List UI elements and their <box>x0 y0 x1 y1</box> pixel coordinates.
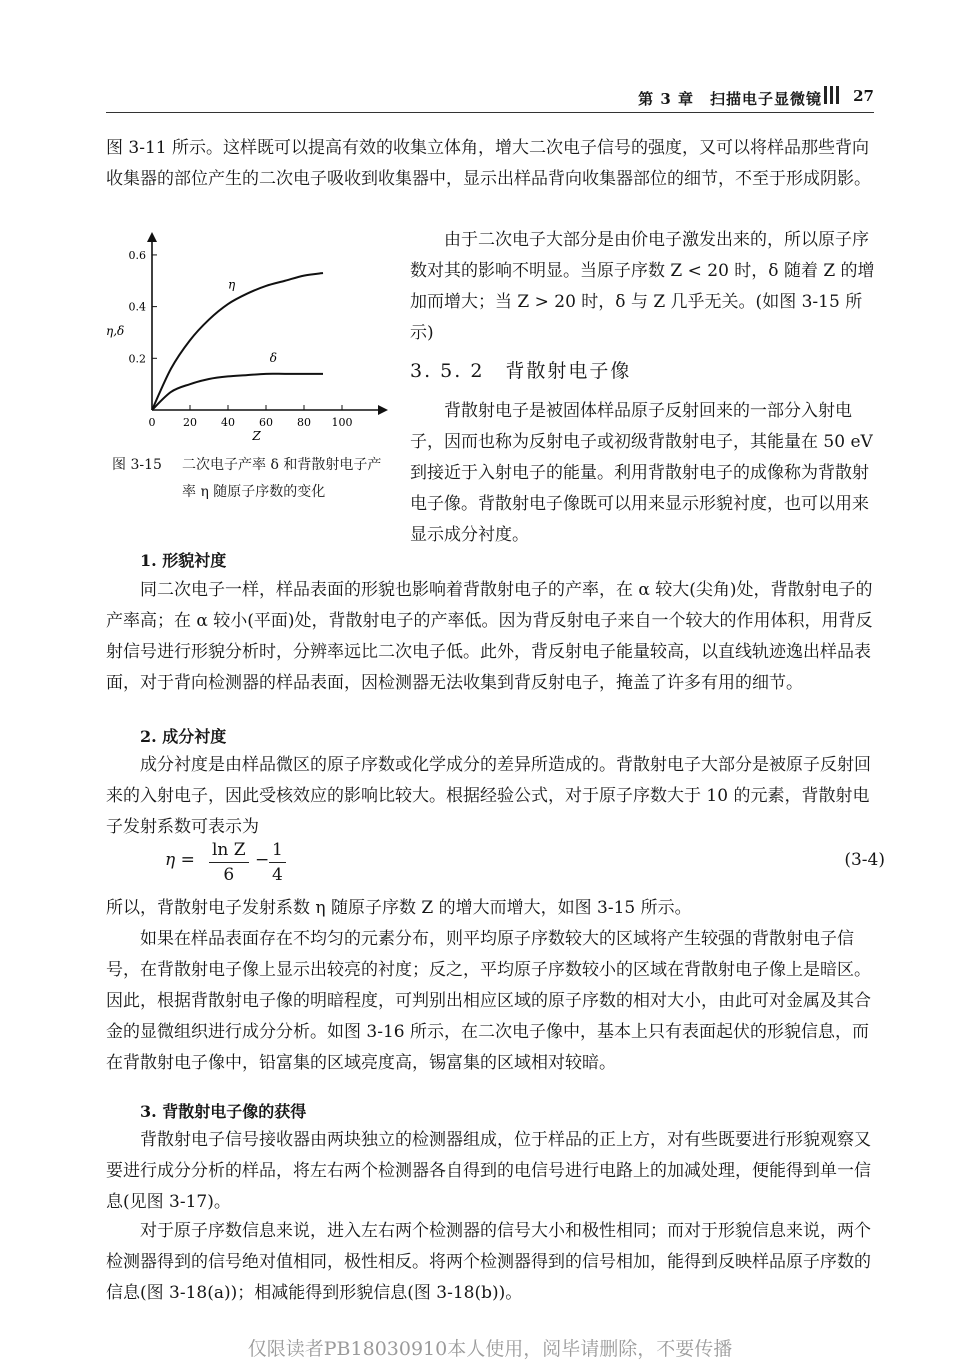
figure-caption-text: 二次电子产率 δ 和背散射电子产率 η 随原子序数的变化 <box>182 457 382 500</box>
heading-topography-contrast: 1. 形貌衬度 <box>140 551 227 570</box>
x-tick-label: 80 <box>297 416 311 429</box>
equation-lhs: η = <box>165 850 195 870</box>
page-number: 27 <box>853 87 874 105</box>
y-axis-label: η,δ <box>106 324 125 339</box>
fraction-one-quarter <box>269 838 286 887</box>
x-axis-arrow <box>378 405 388 415</box>
running-header <box>0 82 980 112</box>
conclusion-paragraph: 所以，背散射电子发射系数 η 随原子序数 Z 的增大而增大，如图 3-15 所示。 <box>106 898 692 918</box>
equation-minus: − <box>255 850 270 870</box>
section-title: 3. 5. 2 背散射电子像 <box>410 360 632 382</box>
x-tick-label: 0 <box>148 416 156 429</box>
composition-paragraph: 成分衬度是由样品微区的原子序数或化学成分的差异所造成的。背散射电子大部分是被原子反射回来的入射电子，因此受核效应的影响比较大。根据经验公式，对于原子序数大于 10 的元素，背散射电子发射系数可表示为 <box>106 755 871 837</box>
series-line-delta <box>152 374 323 410</box>
y-tick-label: 0.2 <box>128 352 146 366</box>
equation-number: (3-4) <box>844 850 885 870</box>
fraction-numerator: 1 <box>269 838 286 863</box>
composition-analysis-paragraph: 如果在样品表面存在不均匀的元素分布，则平均原子序数较大的区域将产生较强的背散射电子信号，在背散射电子像上显示出较亮的衬度；反之，平均原子序数较小的区域在背散射电子像上是暗区。因此，根据背散射电子像的明暗程度，可判别出相应区域的原子序数的相对大小，由此可对金属及其合金的显微组织进行成分分析。如图 3-16 所示，在二次电子像中，基本上只有表面起伏的形貌信息，而在背散射电子像中，铅富集的区域亮度高，锡富集的区域相对较暗。 <box>106 929 871 1073</box>
watermark: 仅限读者PB18030910本人使用，阅毕请删除，不要传播 <box>247 1338 733 1360</box>
heading-bse-acquisition: 3. 背散射电子像的获得 <box>140 1102 307 1121</box>
yield-vs-z-chart <box>106 232 396 442</box>
chapter-title: 第 3 章 扫描电子显微镜 <box>638 90 822 108</box>
secondary-electron-paragraph: 由于二次电子大部分是由价电子激发出来的，所以原子序数对其的影响不明显。当原子序数 Z < 20 时，δ 随着 Z 的增加而增大；当 Z > 20 时，δ 与 Z 几乎无关。(如图 3-15 所示) <box>410 230 875 343</box>
x-tick-label: 100 <box>331 416 353 429</box>
y-tick-label: 0.6 <box>128 248 146 262</box>
fraction-ln-z <box>209 838 249 887</box>
x-tick-label: 20 <box>183 416 197 429</box>
fraction-numerator: ln Z <box>209 838 249 863</box>
y-tick-label: 0.4 <box>128 300 146 314</box>
header-bars-ornament <box>824 86 846 106</box>
figure-number: 图 3-15 <box>112 457 162 473</box>
equation-3-4 <box>165 838 885 888</box>
figure-3-15 <box>106 232 396 462</box>
fraction-denominator: 6 <box>223 865 235 885</box>
intro-paragraph: 图 3-11 所示。这样既可以提高有效的收集立体角，增大二次电子信号的强度，又可以将样品那些背向收集器的部位产生的二次电子吸收到收集器中，显示出样品背向收集器部位的细节，不至于形成阴影。 <box>106 138 871 189</box>
series-eta-label: η <box>228 277 236 292</box>
detector-paragraph: 背散射电子信号接收器由两块独立的检测器组成，位于样品的正上方，对有些既要进行形貌观察又要进行成分分析的样品，将左右两个检测器各自得到的电信号进行电路上的加减处理，便能得到单一信息(见图 3-17)。 <box>106 1130 871 1212</box>
topography-paragraph: 同二次电子一样，样品表面的形貌也影响着背散射电子的产率，在 α 较大(尖角)处，背散射电子的产率高；在 α 较小(平面)处，背散射电子的产率低。因为背反射电子来自一个较大的作用体积，用背反射信号进行形貌分析时，分辨率远比二次电子低。此外，背反射电子能量较高，以直线轨迹逸出样品表面，对于背向检测器的样品表面，因检测器无法收集到背反射电子，掩盖了许多有用的细节。 <box>106 580 873 693</box>
bse-paragraph: 背散射电子是被固体样品原子反射回来的一部分入射电子，因而也称为反射电子或初级背散射电子，其能量在 50 eV 到接近于入射电子的能量。利用背散射电子的成像称为背散射电子像。背散射电子像既可以用来显示形貌衬度，也可以用来显示成分衬度。 <box>410 401 873 545</box>
heading-composition-contrast: 2. 成分衬度 <box>140 727 227 746</box>
y-axis-arrow <box>147 232 157 242</box>
x-axis-label: Z <box>252 429 261 442</box>
fraction-denominator: 4 <box>272 865 283 885</box>
series-delta-label: δ <box>269 351 278 366</box>
signal-paragraph: 对于原子序数信息来说，进入左右两个检测器的信号大小和极性相同；而对于形貌信息来说，两个检测器得到的信号绝对值相同，极性相反。将两个检测器得到的信号相加，能得到反映样品原子序数的信息(图 3-18(a))；相减能得到形貌信息(图 3-18(b))。 <box>106 1221 871 1303</box>
header-rule <box>106 112 874 113</box>
x-tick-label: 40 <box>221 416 235 429</box>
x-tick-label: 60 <box>259 416 273 429</box>
